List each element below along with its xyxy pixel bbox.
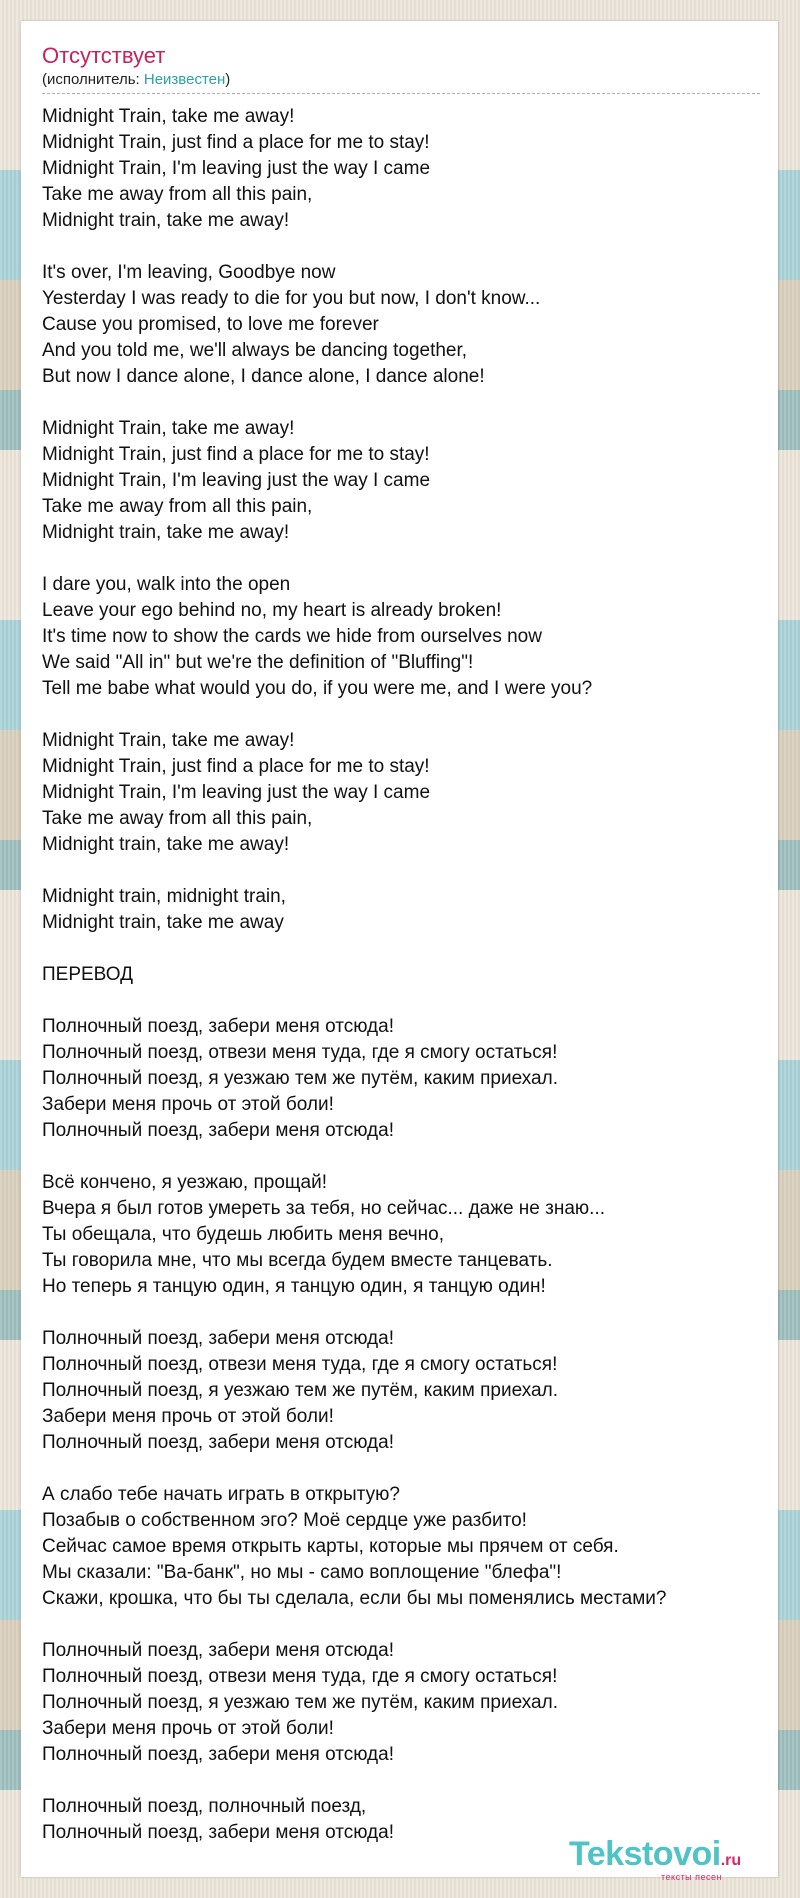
site-logo[interactable]	[569, 1836, 769, 1884]
artist-link[interactable]: Неизвестен	[143, 71, 226, 88]
lyrics-text: Midnight Train, take me away! Midnight Train, just find a place for me to stay! Midnight Train, I'm leaving just the way I came Take me away from all this pain, Midnight train, take me away! It's over, I'm leaving, Goodbye now Yesterday I was ready to die for you but now, I don't know... Cause you promised, to love me forever And you told me, we'll always be dancing together, But now I dance alone, I dance alone, I dance alone! Midnight Train, take me away! Midnight Train, just find a place for me to stay! Midnight Train, I'm leaving just the way I came Take me away from all this pain, Midnight train, take me away! I dare you, walk into the open Leave your ego behind no, my heart is already broken! It's time now to show the cards we hide from ourselves now We said "All in" but we're the definition of "Bluffing"! Tell me babe what would you do, if you were me, and I were you? Midnight Train, take me away! Midnight Train, just find a place for me to stay! Midnight Train, I'm leaving just the way I came Take me away from all this pain, Midnight train, take me away! Midnight train, midnight train, Midnight train, take me away ПЕРЕВОД Полночный поезд, забери меня отсюда! Полночный поезд, отвези меня туда, где я смогу остаться! Полночный поезд, я уезжаю тем же путём, каким приехал. Забери меня прочь от этой боли! Полночный поезд, забери меня отсюда! Всё кончено, я уезжаю, прощай! Вчера я был готов умереть за тебя, но сейчас... даже не знаю... Ты обещала, что будешь любить меня вечно, Ты говорила мне, что мы всегда будем вместе танцевать. Но теперь я танцую один, я танцую один, я танцую один! Полночный поезд, забери меня отсюда! Полночный поезд, отвези меня туда, где я смогу остаться! Полночный поезд, я уезжаю тем же путём, каким приехал. Забери меня прочь от этой боли! Полночный поезд, забери меня отсюда! А слабо тебе начать играть в открытую? Позабыв о собственном эго? Моё сердце уже разбито! Сейчас самое время открыть карты, которые мы прячем от себя. Мы сказали: "Ва-банк", но мы - само воплощение "блефа"! Скажи, крошка, что бы ты сделала, если бы мы поменялись местами? Полночный поезд, забери меня отсюда! Полночный поезд, отвези меня туда, где я смогу остаться! Полночный поезд, я уезжаю тем же путём, каким приехал. Забери меня прочь от этой боли! Полночный поезд, забери меня отсюда! Полночный поезд, полночный поезд, Полночный поезд, забери меня отсюда!	[42, 106, 667, 1843]
song-title: Отсутствует	[42, 43, 166, 68]
artist-line	[42, 71, 760, 94]
artist-suffix: )	[225, 71, 231, 88]
logo-main-text: Tekstovoi	[569, 1835, 721, 1873]
logo-suffix-text: .ru	[720, 1852, 742, 1869]
artist-prefix: (исполнитель:	[42, 71, 144, 88]
lyrics-card	[21, 21, 778, 1882]
logo-tagline: тексты песен	[661, 1872, 723, 1882]
song-header	[42, 43, 760, 94]
